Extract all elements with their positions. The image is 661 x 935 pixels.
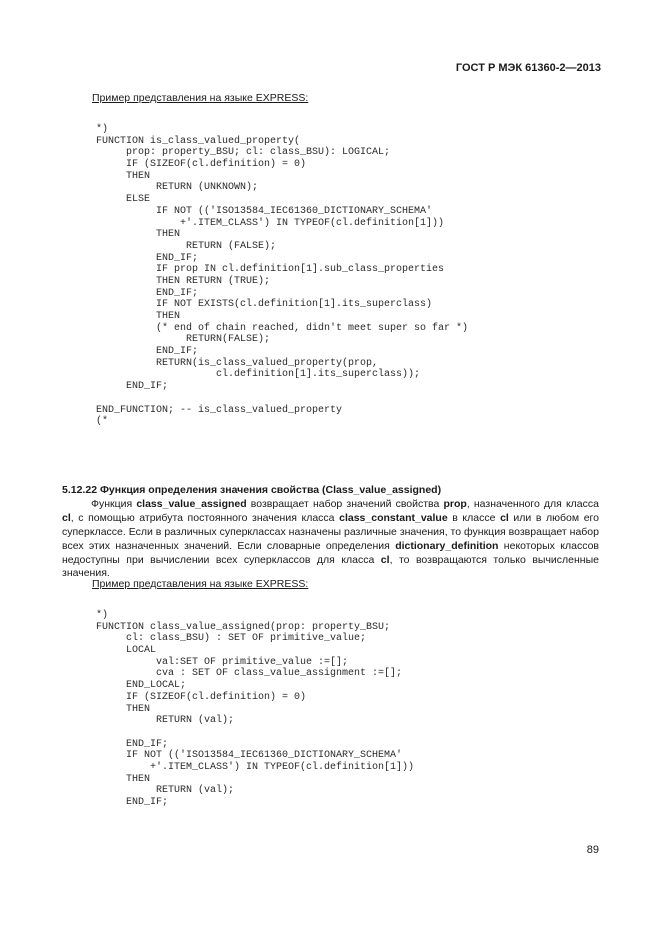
code-line: +'.ITEM_CLASS') IN TYPEOF(cl.definition[1])) [96, 217, 445, 229]
section-paragraph [62, 498, 599, 581]
document-header: ГОСТ Р МЭК 61360-2—2013 [455, 62, 601, 74]
code-line: cva : SET OF class_value_assignment :=[]; [96, 668, 403, 680]
code-line: prop: property_BSU; cl: class_BSU): LOGICAL; [96, 147, 391, 159]
section-title: 5.12.22 Функция определения значения свойства (Class_value_assigned) [62, 484, 442, 496]
code-line: THEN RETURN (TRUE); [96, 275, 271, 287]
code-line: RETURN (val); [96, 715, 235, 727]
code-line: END_IF; [96, 346, 199, 358]
code-line: END_IF; [96, 738, 169, 750]
example-caption-2: Пример представления на языке EXPRESS: [92, 578, 309, 590]
bold-term: prop [443, 497, 467, 510]
code-line: RETURN(is_class_valued_property(prop, [96, 357, 379, 369]
code-line: THEN [96, 703, 151, 715]
text-run: возвращает набор значений свойства [246, 497, 444, 510]
code-line: IF (SIZEOF(cl.definition) = 0) [96, 159, 307, 171]
code-line: LOCAL [96, 645, 157, 657]
text-run: в классе [447, 511, 501, 524]
code-line: RETURN (val); [96, 785, 235, 797]
code-line: *) [96, 610, 109, 621]
code-line: RETURN (FALSE); [96, 240, 277, 252]
code-line: IF NOT (('ISO13584_IEC61360_DICTIONARY_SCHEMA' [96, 750, 403, 762]
code-line: THEN [96, 311, 181, 322]
bold-term: cl [500, 511, 509, 524]
page-number: 89 [586, 844, 599, 856]
text-run: Функция [91, 497, 137, 510]
code-line: FUNCTION class_value_assigned(prop: property_BSU; [96, 621, 391, 633]
bold-term: cl [380, 553, 390, 566]
code-line [96, 727, 414, 739]
code-line: IF prop IN cl.definition[1].sub_class_properties [96, 264, 445, 276]
code-line: val:SET OF primitive_value :=[]; [96, 656, 349, 668]
code-line: THEN [96, 170, 151, 182]
code-line: cl.definition[1].its_superclass)); [96, 369, 421, 381]
text-run: , назначенного для класса [466, 497, 599, 510]
code-line: cl: class_BSU) : SET OF primitive_value; [96, 633, 367, 645]
bold-term: dictionary_definition [395, 539, 499, 552]
code-line [96, 393, 468, 405]
code-line: THEN [96, 229, 181, 241]
code-line: *) [96, 124, 109, 135]
code-line: IF NOT (('ISO13584_IEC61360_DICTIONARY_SCHEMA' [96, 205, 433, 217]
code-line: FUNCTION is_class_valued_property( [96, 135, 301, 147]
code-line: END_LOCAL; [96, 680, 187, 692]
code-line: END_FUNCTION; -- is_class_valued_property [96, 404, 343, 416]
code-line: END_IF; [96, 797, 169, 808]
code-line: END_IF; [96, 252, 199, 264]
text-run: , с помощью атрибута постоянного значения класса [70, 511, 340, 524]
code-line: RETURN(FALSE); [96, 334, 271, 346]
code-line: IF NOT EXISTS(cl.definition[1].its_superclass) [96, 299, 433, 311]
text-run: или в любом его суперклассе. Если в различных суперклассах назначены различные значения, то функция возвращает набор всех этих назначенных значений. Если словарные определения [62, 511, 599, 552]
code-line: THEN [96, 773, 151, 785]
code-line: (* [96, 416, 109, 428]
text-run: , то возвращаются только вычисленные значения. [62, 553, 599, 580]
text-run: некоторых классов недоступны при вычислении всех суперклассов для класса [62, 539, 599, 566]
code-line: END_IF; [96, 287, 199, 299]
code-line: ELSE [96, 194, 151, 206]
code-listing-class-value-assigned [96, 610, 414, 809]
section-5-12-22 [62, 484, 599, 581]
code-line: (* end of chain reached, didn't meet super so far *) [96, 322, 469, 334]
bold-term: cl [62, 511, 71, 524]
code-line: IF (SIZEOF(cl.definition) = 0) [96, 691, 307, 703]
example-caption: Пример представления на языке EXPRESS: [92, 92, 309, 104]
bold-term: class_value_assigned [136, 497, 247, 510]
bold-term: class_constant_value [339, 511, 448, 524]
code-listing-is-class-valued-property [96, 124, 468, 428]
code-line: RETURN (UNKNOWN); [96, 182, 259, 194]
code-line: END_IF; [96, 381, 169, 393]
code-line: +'.ITEM_CLASS') IN TYPEOF(cl.definition[1])) [96, 761, 415, 773]
